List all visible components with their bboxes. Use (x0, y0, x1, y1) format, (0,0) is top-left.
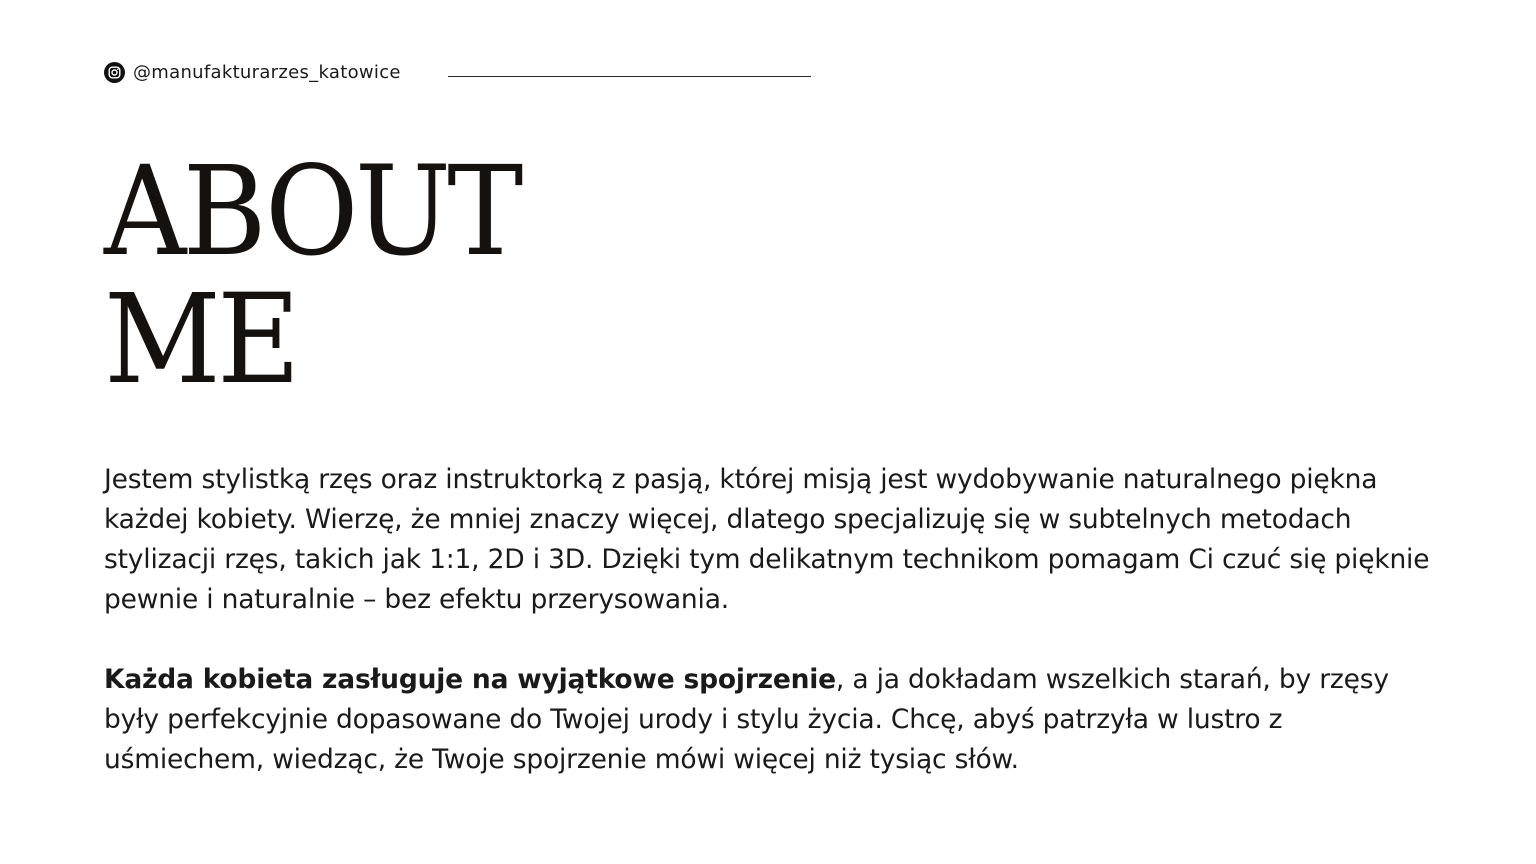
instagram-handle[interactable]: @manufakturarzes_katowice (133, 62, 401, 83)
header-divider-line (448, 76, 811, 77)
about-text (104, 460, 1444, 780)
title-line-1: ABOUT (104, 140, 520, 284)
about-paragraph-2 (104, 660, 1444, 780)
paragraph-2-bold: Każda kobieta zasługuje na wyjątkowe spojrzenie (104, 664, 836, 695)
about-paragraph-1: Jestem stylistką rzęs oraz instruktorką z pasją, której misją jest wydobywanie naturalnego piękna każdej kobiety. Wierzę, że mniej znaczy więcej, dlatego specjalizuję się w subtelnych metodach stylizacji rzęs, takich jak 1:1, 2D i 3D. Dzięki tym delikatnym technikom pomagam Ci czuć się pięknie pewnie i naturalnie – bez efektu przerysowania. (104, 464, 1430, 615)
instagram-icon[interactable] (104, 62, 125, 83)
instagram-header (104, 62, 401, 83)
page-title (104, 140, 520, 412)
paragraph-2-rest: , a ja dokładam wszelkich starań, by rzęsy były perfekcyjnie dopasowane do Twojej urody i stylu życia. Chcę, abyś patrzyła w lustro z uśmiechem, wiedząc, że Twoje spojrzenie mówi więcej niż tysiąc słów. (104, 664, 1389, 775)
title-line-2: ME (104, 268, 297, 412)
